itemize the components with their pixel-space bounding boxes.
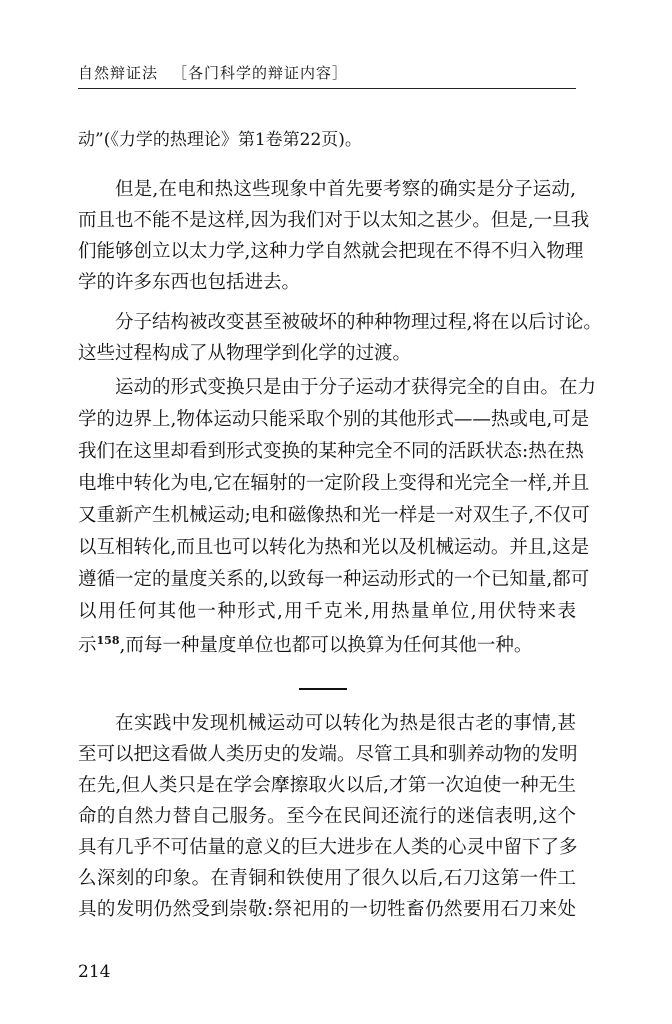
paragraph-line: 命的自然力替自己服务。至今在民间还流行的迷信表明,这个 <box>78 806 576 827</box>
paragraph-line: 至可以把这看做人类历史的发端。尽管工具和驯养动物的发明 <box>78 744 578 765</box>
paragraph-line: 又重新产生机械运动;电和磁像热和光一样是一对双生子,不仅可 <box>78 505 590 526</box>
paragraph-line: 具的发明仍然受到崇敬:祭祀用的一切牲畜仍然要用石刀来处 <box>78 899 576 920</box>
paragraph-line: 遵循一定的量度关系的,以致每一种运动形式的一个已知量,都可 <box>78 569 590 590</box>
paragraph-line: 分子结构被改变甚至被破坏的种种物理过程,将在以后讨论。 <box>115 312 602 333</box>
paragraph-line: 以互相转化,而且也可以转化为热和光以及机械运动。并且,这是 <box>78 537 590 558</box>
paragraph-line-start: 示 <box>78 635 97 656</box>
paragraph-line: 以用任何其他一种形式,用千克米,用热量单位,用伏特来表 <box>78 601 576 622</box>
continuation-line: 动”(《力学的热理论》第1卷第22页)。 <box>78 130 362 150</box>
paragraph-line: 而且也不能不是这样,因为我们对于以太知之甚少。但是,一旦我 <box>78 210 590 231</box>
paragraph-line: 在实践中发现机械运动可以转化为热是很古老的事情,甚 <box>115 713 576 734</box>
section-title: ［各门科学的辩证内容］ <box>172 64 349 82</box>
paragraph-line: 学的边界上,物体运动只能采取个别的其他形式——热或电,可是 <box>78 409 590 430</box>
paragraph-line: 学的许多东西也包括进去。 <box>78 272 301 293</box>
paragraph-line: 这些过程构成了从物理学到化学的过渡。 <box>78 343 412 364</box>
paragraph-line: 我们在这里却看到形式变换的某种完全不同的活跃状态:热在热 <box>78 441 584 462</box>
running-header <box>78 62 348 83</box>
paragraph-last-line <box>78 635 576 657</box>
header-rule <box>78 88 576 89</box>
paragraph-line: 具有几乎不可估量的意义的巨大进步在人类的心灵中留下了多 <box>78 837 578 858</box>
paragraph-line: 电堆中转化为电,它在辐射的一定阶段上变得和光完全一样,并且 <box>78 473 590 494</box>
paragraph-line: 们能够创立以太力学,这种力学自然就会把现在不得不归入物理 <box>78 241 584 262</box>
section-divider <box>299 688 347 690</box>
paragraph-line-end: ,而每一种量度单位也都可以换算为任何其他一种。 <box>119 635 533 656</box>
paragraph-line: 但是,在电和热这些现象中首先要考察的确实是分子运动, <box>115 179 576 200</box>
paragraph-line: 么深刻的印象。在青铜和铁使用了很久以后,石刀这第一件工 <box>78 868 576 889</box>
footnote-reference[interactable]: 158 <box>96 634 120 647</box>
page-number: 214 <box>78 962 111 982</box>
paragraph-line: 在先,但人类只是在学会摩擦取火以后,才第一次迫使一种无生 <box>78 775 576 796</box>
paragraph-line: 运动的形式变换只是由于分子运动才获得完全的自由。在力 <box>115 377 597 398</box>
book-title: 自然辩证法 <box>78 64 159 82</box>
